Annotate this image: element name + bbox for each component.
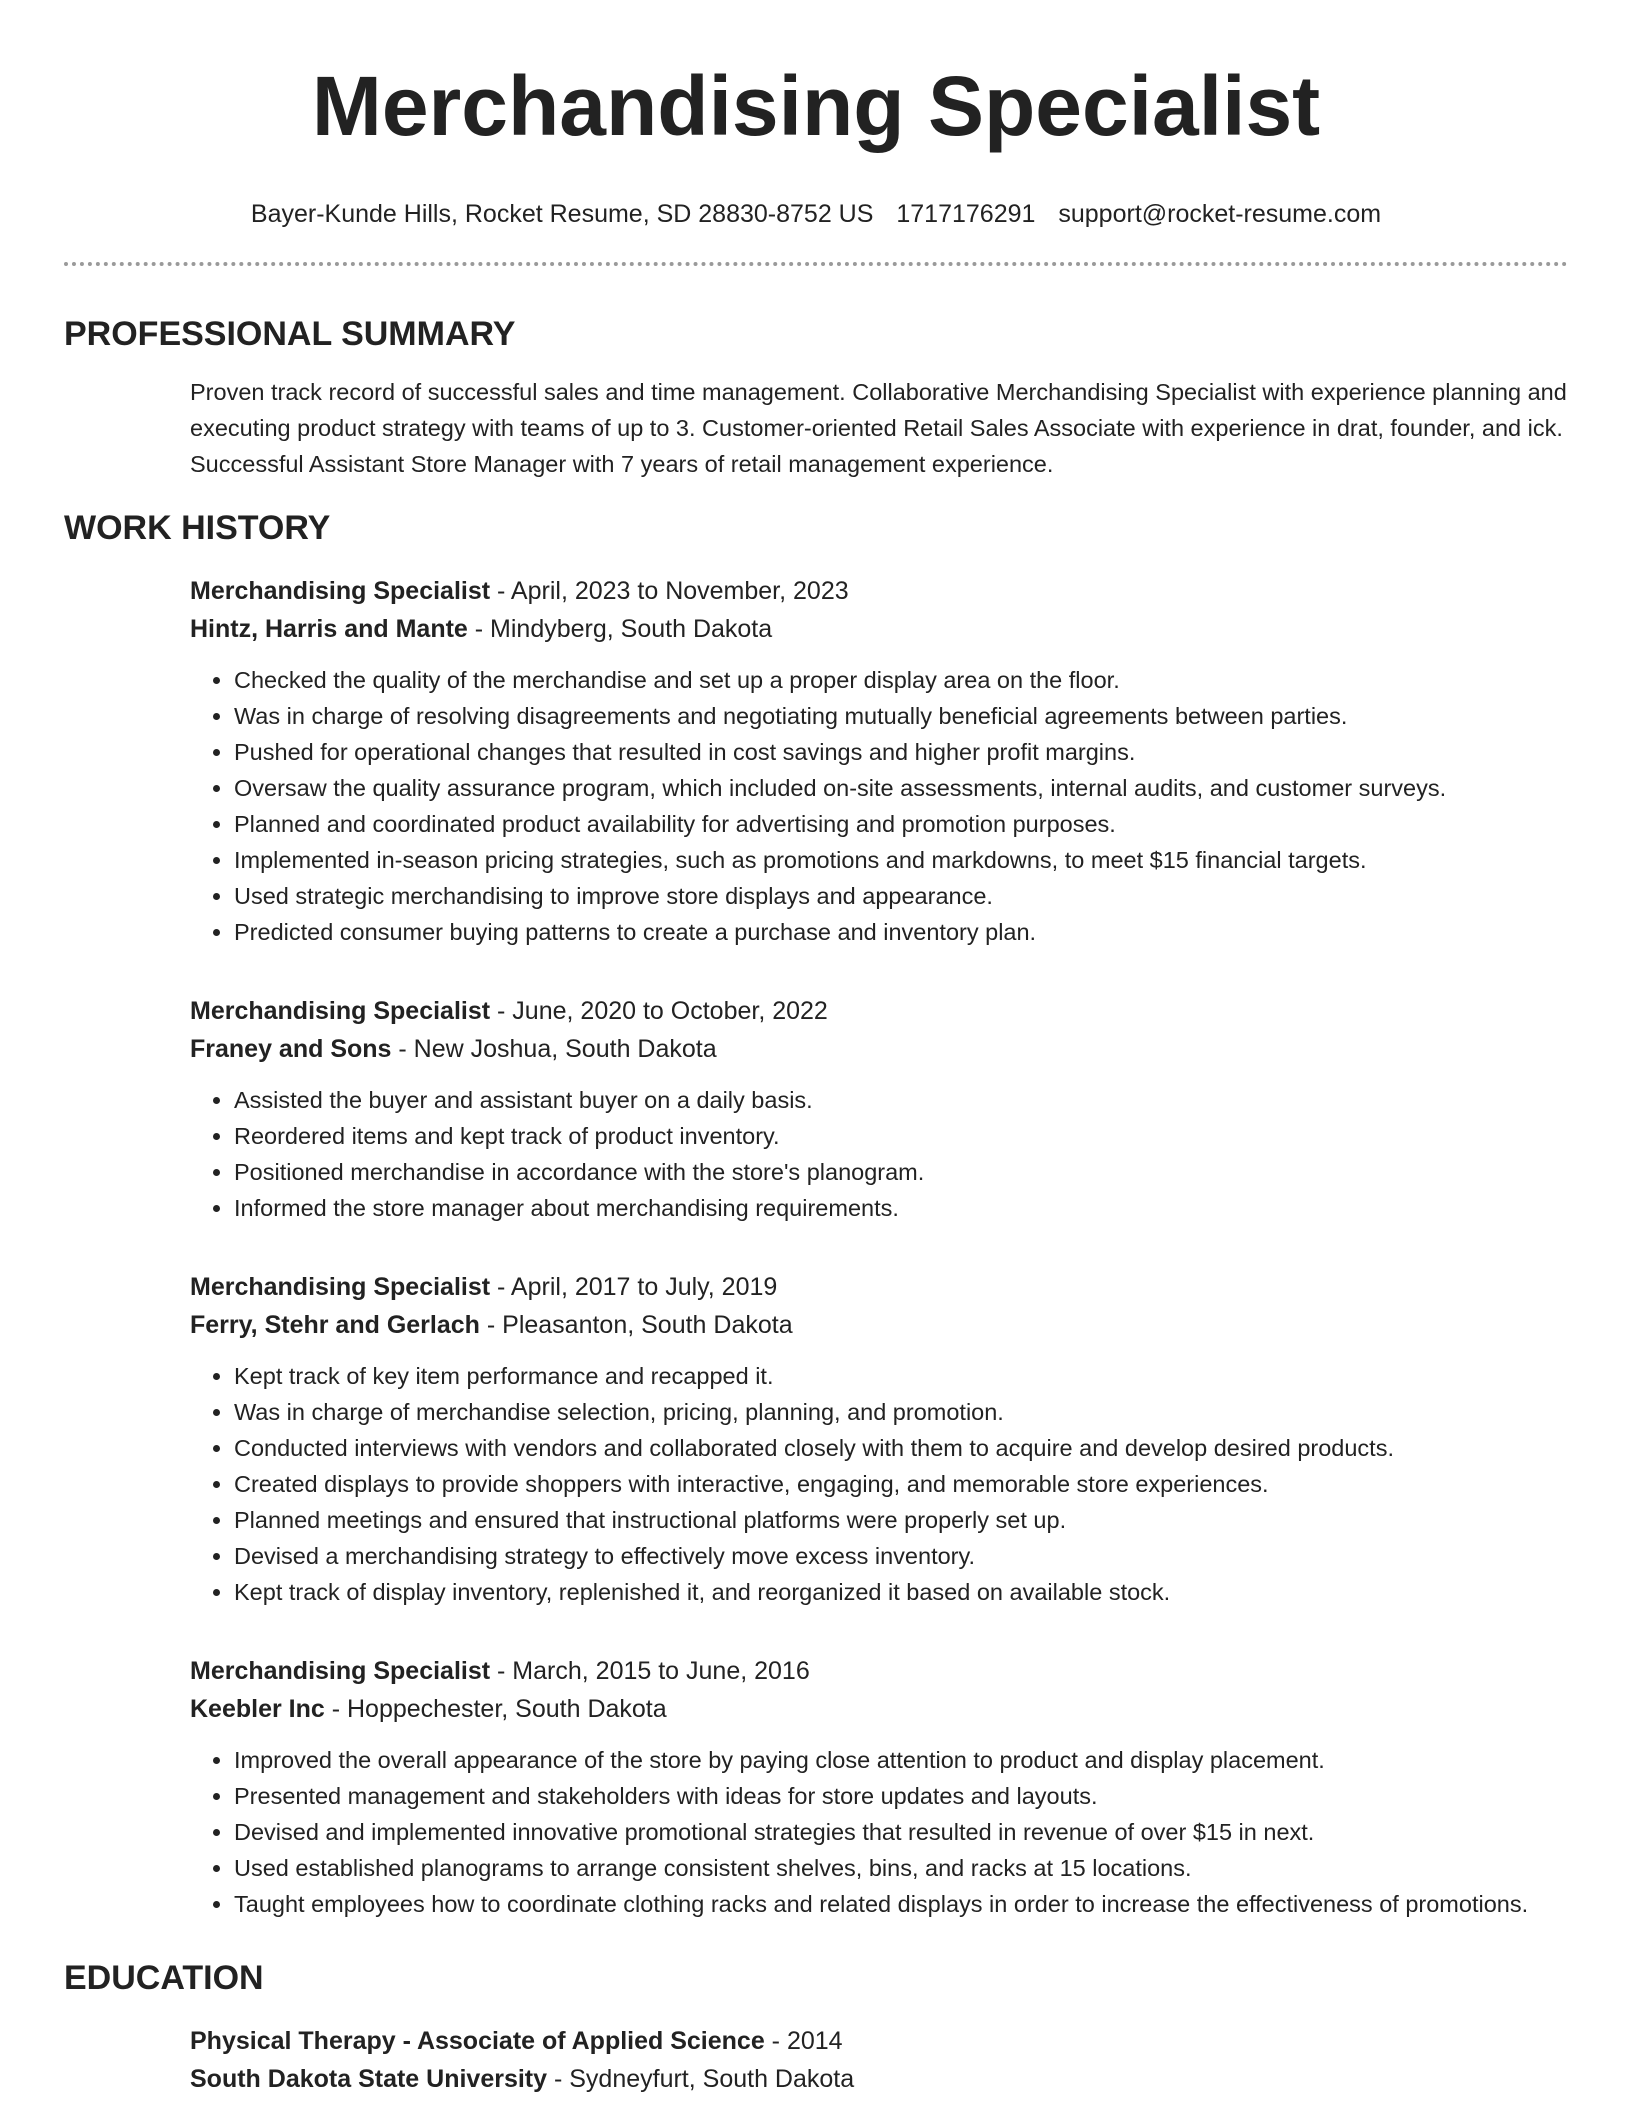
- job-entry: [190, 992, 1568, 1226]
- education-year: - 2014: [764, 2027, 843, 2055]
- job-company: Keebler Inc: [190, 1695, 325, 1723]
- job-entry: [190, 1652, 1568, 1922]
- job-location: - Hoppechester, South Dakota: [324, 1695, 667, 1723]
- work-history-list: [190, 572, 1568, 1922]
- job-bullet: • Devised and implemented innovative promotional strategies that resulted in revenue of over $15 in next.: [234, 1814, 1568, 1850]
- job-bullet: • Improved the overall appearance of the store by paying close attention to product and display placement.: [234, 1742, 1568, 1778]
- resume-name: Merchandising Specialist: [311, 59, 1321, 153]
- job-bullets: [190, 1358, 1568, 1610]
- education-heading: EDUCATION: [64, 1959, 264, 1997]
- job-bullet: • Kept track of display inventory, replenished it, and reorganized it based on available stock.: [234, 1574, 1568, 1610]
- job-bullet: • Was in charge of merchandise selection, pricing, planning, and promotion.: [234, 1394, 1568, 1430]
- job-company: Ferry, Stehr and Gerlach: [190, 1311, 480, 1339]
- education-location: - Sydneyfurt, South Dakota: [547, 2065, 855, 2093]
- contact-line: [64, 196, 1568, 232]
- job-company-line: [190, 1306, 1568, 1344]
- job-location: - Mindyberg, South Dakota: [467, 615, 773, 643]
- job-bullet: • Checked the quality of the merchandise and set up a proper display area on the floor.: [234, 662, 1568, 698]
- job-location: - New Joshua, South Dakota: [391, 1035, 717, 1063]
- job-dates: - March, 2015 to June, 2016: [490, 1657, 810, 1685]
- job-bullet: • Used established planograms to arrange consistent shelves, bins, and racks at 15 locations.: [234, 1850, 1568, 1886]
- job-dates: - April, 2017 to July, 2019: [490, 1273, 778, 1301]
- job-bullets: [190, 1742, 1568, 1922]
- job-bullet: • Positioned merchandise in accordance with the store's planogram.: [234, 1154, 1568, 1190]
- summary-text: Proven track record of successful sales and time management. Collaborative Merchandising Specialist with experience planning and executing product strategy with teams of up to 3. Customer-oriented Retail Sales Associate with experience in drat, founder, and ick. Successful Assistant Store Manager with 7 years of retail management experience.: [190, 379, 1567, 477]
- job-dates: - April, 2023 to November, 2023: [490, 577, 849, 605]
- job-bullet: • Used strategic merchandising to improve store displays and appearance.: [234, 878, 1568, 914]
- header-divider: [64, 262, 1568, 266]
- job-bullet: • Informed the store manager about merchandising requirements.: [234, 1190, 1568, 1226]
- education-entry: [190, 2022, 1568, 2098]
- job-bullet: • Oversaw the quality assurance program, which included on-site assessments, internal audits, and customer surveys.: [234, 770, 1568, 806]
- work-history-heading: WORK HISTORY: [64, 509, 331, 547]
- contact-email: support@rocket-resume.com: [1058, 200, 1382, 228]
- education-degree: Physical Therapy - Associate of Applied Science: [190, 2027, 765, 2055]
- job-company: Hintz, Harris and Mante: [190, 615, 468, 643]
- job-location: - Pleasanton, South Dakota: [479, 1311, 793, 1339]
- job-entry: [190, 572, 1568, 950]
- job-role: Merchandising Specialist: [190, 997, 491, 1025]
- job-bullet: • Predicted consumer buying patterns to create a purchase and inventory plan.: [234, 914, 1568, 950]
- job-bullet: • Taught employees how to coordinate clothing racks and related displays in order to increase the effectiveness of promotions.: [234, 1886, 1568, 1922]
- job-role-line: [190, 992, 1568, 1030]
- job-bullet: • Presented management and stakeholders with ideas for store updates and layouts.: [234, 1778, 1568, 1814]
- education-degree-line: [190, 2022, 1568, 2060]
- job-role-line: [190, 1268, 1568, 1306]
- contact-address: Bayer-Kunde Hills, Rocket Resume, SD 28830-8752 US: [250, 200, 874, 228]
- job-entry: [190, 1268, 1568, 1610]
- job-company: Franey and Sons: [190, 1035, 392, 1063]
- job-role: Merchandising Specialist: [190, 1657, 491, 1685]
- job-bullet: • Kept track of key item performance and recapped it.: [234, 1358, 1568, 1394]
- job-company-line: [190, 610, 1568, 648]
- job-role: Merchandising Specialist: [190, 577, 491, 605]
- job-company-line: [190, 1690, 1568, 1728]
- job-bullet: • Conducted interviews with vendors and collaborated closely with them to acquire and develop desired products.: [234, 1430, 1568, 1466]
- job-bullet: • Was in charge of resolving disagreements and negotiating mutually beneficial agreements between parties.: [234, 698, 1568, 734]
- education-school: South Dakota State University: [190, 2065, 548, 2093]
- education-school-line: [190, 2060, 1568, 2098]
- job-bullets: [190, 662, 1568, 950]
- job-role-line: [190, 572, 1568, 610]
- job-role: Merchandising Specialist: [190, 1273, 491, 1301]
- job-bullet: • Pushed for operational changes that resulted in cost savings and higher profit margins.: [234, 734, 1568, 770]
- job-bullet: • Assisted the buyer and assistant buyer on a daily basis.: [234, 1082, 1568, 1118]
- job-bullet: • Planned and coordinated product availability for advertising and promotion purposes.: [234, 806, 1568, 842]
- contact-phone: 1717176291: [896, 200, 1036, 228]
- job-bullet: • Reordered items and kept track of product inventory.: [234, 1118, 1568, 1154]
- job-bullet: • Created displays to provide shoppers with interactive, engaging, and memorable store experiences.: [234, 1466, 1568, 1502]
- job-role-line: [190, 1652, 1568, 1690]
- summary-heading: PROFESSIONAL SUMMARY: [64, 315, 516, 353]
- job-company-line: [190, 1030, 1568, 1068]
- job-bullets: [190, 1082, 1568, 1226]
- job-bullet: • Implemented in-season pricing strategies, such as promotions and markdowns, to meet $15 financial targets.: [234, 842, 1568, 878]
- job-bullet: • Planned meetings and ensured that instructional platforms were properly set up.: [234, 1502, 1568, 1538]
- job-bullet: • Devised a merchandising strategy to effectively move excess inventory.: [234, 1538, 1568, 1574]
- job-dates: - June, 2020 to October, 2022: [490, 997, 828, 1025]
